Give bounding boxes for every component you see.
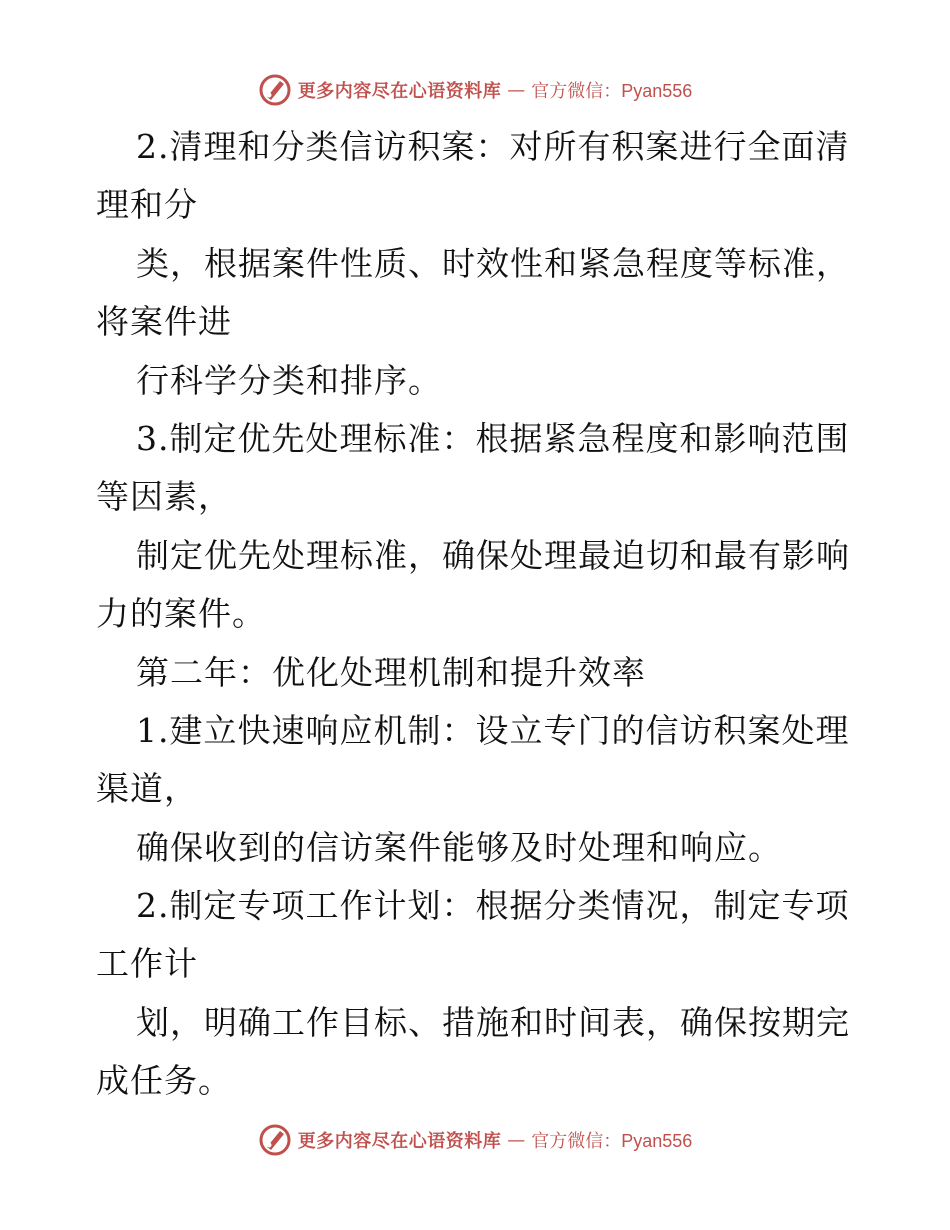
banner-contact: 官方微信：Pyan556 (531, 81, 693, 101)
text-line: 等因素， (96, 477, 232, 517)
text-line: 划，明确工作目标、措施和时间表，确保按期完 (136, 1002, 850, 1042)
text-line: 成任务。 (96, 1061, 232, 1101)
footer-banner (0, 1120, 950, 1160)
text-line: 力的案件。 (96, 594, 266, 634)
banner-separator: — (507, 79, 526, 101)
text-line: 3.制定优先处理标准：根据紧急程度和影响范围 (136, 418, 850, 458)
text-line: 理和分 (96, 185, 198, 225)
text-line: 行科学分类和排序。 (136, 360, 442, 400)
text-line: 工作计 (96, 944, 198, 984)
text-line: 渠道， (96, 769, 198, 809)
text-line: 类，根据案件性质、时效性和紧急程度等标准， (136, 243, 850, 283)
text-line: 2.制定专项工作计划：根据分类情况，制定专项 (136, 886, 850, 926)
text-line: 制定优先处理标准，确保处理最迫切和最有影响 (136, 535, 850, 575)
banner-contact: 官方微信：Pyan556 (531, 1131, 693, 1151)
text-line: 1.建立快速响应机制：设立专门的信访积案处理 (136, 710, 850, 750)
text-line: 将案件进 (96, 302, 232, 342)
banner-title: 更多内容尽在心语资料库 (297, 81, 502, 102)
text-line: 确保收到的信访案件能够及时处理和响应。 (136, 827, 782, 867)
text-line: 2.清理和分类信访积案：对所有积案进行全面清 (136, 127, 850, 166)
pen-logo-icon (258, 1123, 292, 1157)
section-heading: 第二年：优化处理机制和提升效率 (136, 652, 646, 692)
document-body (96, 118, 856, 1111)
banner-title: 更多内容尽在心语资料库 (297, 1131, 502, 1152)
header-banner (0, 70, 950, 110)
banner-separator: — (507, 1129, 526, 1151)
pen-logo-icon (258, 73, 292, 107)
